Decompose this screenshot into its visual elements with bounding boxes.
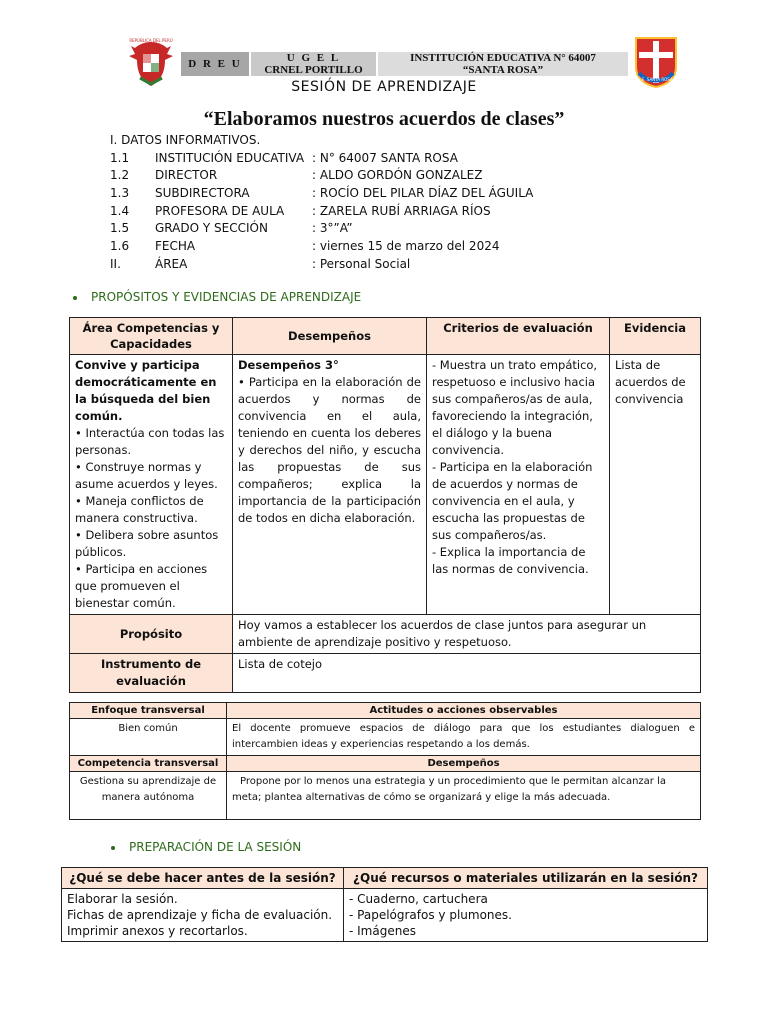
table-row [70, 615, 701, 654]
table-header-row [62, 868, 708, 889]
proposito-text: Hoy vamos a establecer los acuerdos de clase juntos para asegurar un ambiente de aprendizaje positivo y respetuoso. [233, 615, 701, 654]
table-header: Área Competencias y Capacidades [70, 318, 233, 355]
competencia-title: Convive y participa democráticamente en la búsqueda del bien común. [75, 358, 217, 423]
table-header: Competencia transversal [70, 756, 227, 772]
desempenos-title: Desempeños 3° [238, 358, 339, 372]
info-section [110, 133, 534, 275]
list-item: - Cuaderno, cartuchera [349, 892, 488, 906]
list-item: - Imágenes [349, 924, 416, 938]
antes-cell [62, 889, 344, 942]
bullet-icon [111, 846, 115, 850]
section-heading-preparacion: PREPARACIÓN DE LA SESIÓN [111, 840, 301, 854]
list-item: Imprimir anexos y recortarlos. [67, 924, 248, 938]
table-row [70, 355, 701, 615]
table-header: ¿Qué se debe hacer antes de la sesión? [62, 868, 344, 889]
table-header: ¿Qué recursos o materiales utilizarán en la sesión? [344, 868, 708, 889]
evidencia-cell: Lista de acuerdos de convivencia [610, 355, 701, 615]
criterio-item: - Explica la importancia de las normas de convivencia. [432, 545, 589, 576]
table-header: Criterios de evaluación [427, 318, 610, 355]
competencia-cell [70, 355, 233, 615]
table-header: Evidencia [610, 318, 701, 355]
enfoque-table [69, 702, 701, 820]
table-row [70, 654, 701, 693]
table-header: Desempeños [227, 756, 701, 772]
instrumento-label: Instrumento de evaluación [70, 654, 233, 693]
capacidad-item: • Delibera sobre asuntos públicos. [75, 528, 219, 559]
desempenos-cell [233, 355, 427, 615]
list-item: Fichas de aprendizaje y ficha de evaluación. [67, 908, 333, 922]
desempenos-text: • Participa en la elaboración de acuerdos y normas de convivencia en el aula, teniendo en cuenta los deberes y derechos del niño, y escucha las propuestas de sus compañeros; explica la importancia de la participación de todos en dicha elaboración. [238, 375, 421, 525]
bullet-icon [73, 296, 77, 300]
capacidad-item: • Maneja conflictos de manera constructiva. [75, 494, 204, 525]
info-row: 1.3 SUBDIRECTORA : ROCÍO DEL PILAR DÍAZ DEL ÁGUILA [110, 186, 534, 201]
table-header-row [70, 318, 701, 355]
enfoque-cell: Bien común [70, 719, 227, 756]
table-row [70, 719, 701, 756]
session-title: SESIÓN DE APRENDIZAJE [291, 79, 477, 95]
instrumento-text: Lista de cotejo [233, 654, 701, 693]
criterio-item: - Participa en la elaboración de acuerdos y normas de convivencia en el aula, y escucha las propuestas de sus compañeros/as. [432, 460, 593, 542]
dreu-label: D R E U [181, 52, 249, 76]
list-item: Elaborar la sesión. [67, 892, 178, 906]
table-row [62, 889, 708, 942]
info-row: 1.4 PROFESORA DE AULA : ZARELA RUBÍ ARRIAGA RÍOS [110, 203, 491, 218]
info-row: 1.2 DIRECTOR : ALDO GORDÓN GONZALEZ [110, 168, 483, 183]
propositos-table [69, 317, 701, 693]
desempenos-transversal-cell: Propone por lo menos una estrategia y un procedimiento que le permitan alcanzar la meta; plantea alternativas de cómo se organizará y elige la más adecuada. [227, 772, 701, 820]
preparacion-table [61, 867, 708, 942]
info-heading: I. DATOS INFORMATIVOS. [110, 133, 261, 147]
table-row [70, 772, 701, 820]
info-row: 1.6 FECHA : viernes 15 de marzo del 2024 [110, 239, 500, 254]
list-item: - Papelógrafos y plumones. [349, 908, 512, 922]
info-row: 1.1 INSTITUCIÓN EDUCATIVA : N° 64007 SANTA ROSA [110, 150, 458, 165]
info-row: II. ÁREA : Personal Social [110, 256, 411, 271]
main-title: “Elaboramos nuestros acuerdos de clases” [203, 108, 565, 130]
proposito-label: Propósito [70, 615, 233, 654]
table-header: Desempeños [233, 318, 427, 355]
school-name-label: INSTITUCIÓN EDUCATIVA N° 64007 “SANTA ROSA” [378, 52, 628, 76]
capacidad-item: • Construye normas y asume acuerdos y leyes. [75, 460, 218, 491]
table-header: Enfoque transversal [70, 703, 227, 719]
section-heading-propositos: PROPÓSITOS Y EVIDENCIAS DE APRENDIZAJE [73, 290, 361, 304]
capacidad-item: • Interactúa con todas las personas. [75, 426, 225, 457]
table-header-row [70, 703, 701, 719]
recursos-cell [344, 889, 708, 942]
school-logo-text: I.E. SANTA ROSA [639, 77, 673, 82]
peru-emblem-text: REPÚBLICA DEL PERÚ [129, 38, 173, 43]
capacidad-item: • Participa en acciones que promueven el bienestar común. [75, 562, 208, 610]
actitudes-cell: El docente promueve espacios de diálogo para que los estudiantes dialoguen e intercambien ideas y experiencias respetando a los demás. [227, 719, 701, 756]
table-header-row [70, 756, 701, 772]
criterios-cell [427, 355, 610, 615]
ugel-label: U G E L CRNEL PORTILLO [251, 52, 376, 76]
info-row: 1.5 GRADO Y SECCIÓN : 3°”A” [110, 221, 353, 236]
competencia-transversal-cell: Gestiona su aprendizaje de manera autónoma [70, 772, 227, 820]
table-header: Actitudes o acciones observables [227, 703, 701, 719]
criterio-item: - Muestra un trato empático, respetuoso e inclusivo hacia sus compañeros/as de aula, favoreciendo la integración, el diálogo y la buena convivencia. [432, 358, 598, 457]
